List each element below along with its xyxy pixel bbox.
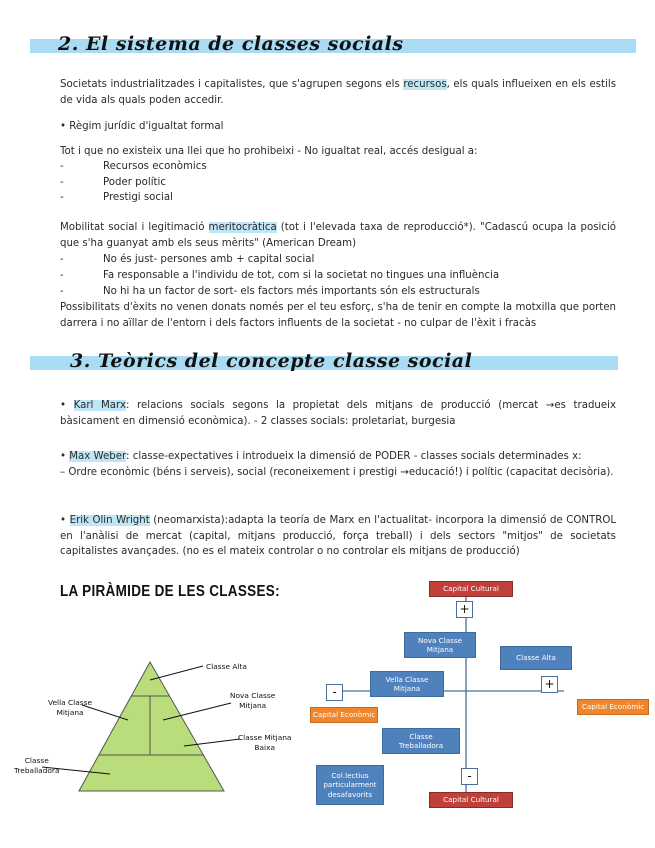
regime-bullet: • Règim jurídic d'igualtat formal: [60, 121, 224, 132]
plus-sign-right: +: [541, 676, 558, 693]
minus-sign-left: -: [326, 684, 343, 701]
section-3-title: 3. Teòrics del concepte classe social: [70, 350, 473, 372]
capital-cultural-top: Capital Cultural: [429, 581, 513, 597]
highlight-wright: Erik Olin Wright: [69, 515, 150, 526]
box-vella-classe-mitjana: Vella Classe Mitjana: [370, 671, 444, 697]
highlight-recursos: recursos: [403, 79, 447, 90]
box-classe-treballadora: Classe Treballadora: [382, 728, 460, 754]
inequality-lead: Tot i que no existeix una llei que ho prohibeixi - No igualtat real, accés desigual a:: [60, 146, 478, 157]
pyramid-title: LA PIRÀMIDE DE LES CLASSES:: [60, 582, 280, 600]
access-item: Prestigi social: [103, 192, 173, 203]
capital-economic-left: Capital Econòmic: [310, 707, 378, 723]
label-vella-classe-mitjana: Vella Classe Mitjana: [48, 698, 93, 717]
dash-bullet: -: [60, 192, 64, 203]
dash-bullet: -: [60, 286, 64, 297]
weber-paragraph: • Max Weber: classe-expectatives i introdueix la dimensió de PODER - classes socials determinades x: – Ordre econòmic (béns i serveis), social (reconeixement i prestigi →educació!) i polític (capacitat decisòria).: [60, 451, 614, 478]
mobility-item: No hi ha un factor de sort- els factors més importants són els estructurals: [103, 286, 480, 297]
access-item: Recursos econòmics: [103, 161, 207, 172]
label-classe-treballadora: Classe Treballadora: [14, 756, 60, 775]
pyramid-shape: [79, 662, 224, 791]
access-item: Poder polític: [103, 177, 166, 188]
section-2-intro: Societats industrialitzades i capitalistes, que s'agrupen segons els recursos, els quals influeixen en els estils de vida als quals poden accedir.: [60, 79, 617, 106]
dash-bullet: -: [60, 177, 64, 188]
box-collectius-desafavorits: Col.lectius particularment desafavorits: [316, 765, 384, 805]
marx-paragraph: • Karl Marx: relacions socials segons la propietat dels mitjans de producció (mercat →es tradueix bàsicament en dimensió econòmica). - 2 classes socials: proletariat, burgesia: [60, 400, 616, 427]
plus-sign-top: +: [456, 601, 473, 618]
box-classe-alta: Classe Alta: [500, 646, 572, 670]
section-2-title: 2. El sistema de classes socials: [58, 33, 404, 55]
highlight-meritocratica: meritocràtica: [208, 222, 277, 233]
label-nova-classe-mitjana: Nova Classe Mitjana: [230, 691, 276, 710]
label-classe-mitjana-baixa: Classe Mitjana Baixa: [238, 733, 292, 752]
mobility-paragraph: Mobilitat social i legitimació meritocràtica (tot i l'elevada taxa de reproducció*). "Cadascú ocupa la posició que s'ha guanyat amb els seus mèrits" (American Dream): [60, 222, 617, 249]
dash-bullet: -: [60, 161, 64, 172]
highlight-weber: Max Weber: [69, 451, 127, 462]
box-nova-classe-mitjana: Nova Classe Mitjana: [404, 632, 476, 658]
wright-paragraph: • Erik Olin Wright (neomarxista):adapta la teoría de Marx en l'actualitat- incorpora la dimensió de CONTROL en l'anàlisi de mercat (capital, mitjans producció, força treball) i dels sectors "mitjos" de societats capitalistes avançades. (no es el mateix controlar o no controlar els mitjans de producció): [60, 515, 617, 558]
mobility-item: Fa responsable a l'individu de tot, com si la societat no tingues una influència: [103, 270, 500, 281]
capital-cultural-bottom: Capital Cultural: [429, 792, 513, 808]
dash-bullet: -: [60, 270, 64, 281]
dash-bullet: -: [60, 254, 64, 265]
mobility-item: No és just- persones amb + capital social: [103, 254, 315, 265]
highlight-marx: Karl Marx: [73, 400, 126, 411]
pointer-line: [150, 666, 203, 680]
success-paragraph: Possibilitats d'èxits no venen donats només per el teu esforç, s'ha de tenir en compte la motxilla que porten darrera i no aïllar de l'entorn i dels factors influents de la societat - no culpar de l'èxit i fracàs: [60, 302, 616, 329]
minus-sign-bottom: -: [461, 768, 478, 785]
label-classe-alta: Classe Alta: [206, 662, 247, 671]
capital-economic-right: Capital Econòmic: [577, 699, 649, 715]
